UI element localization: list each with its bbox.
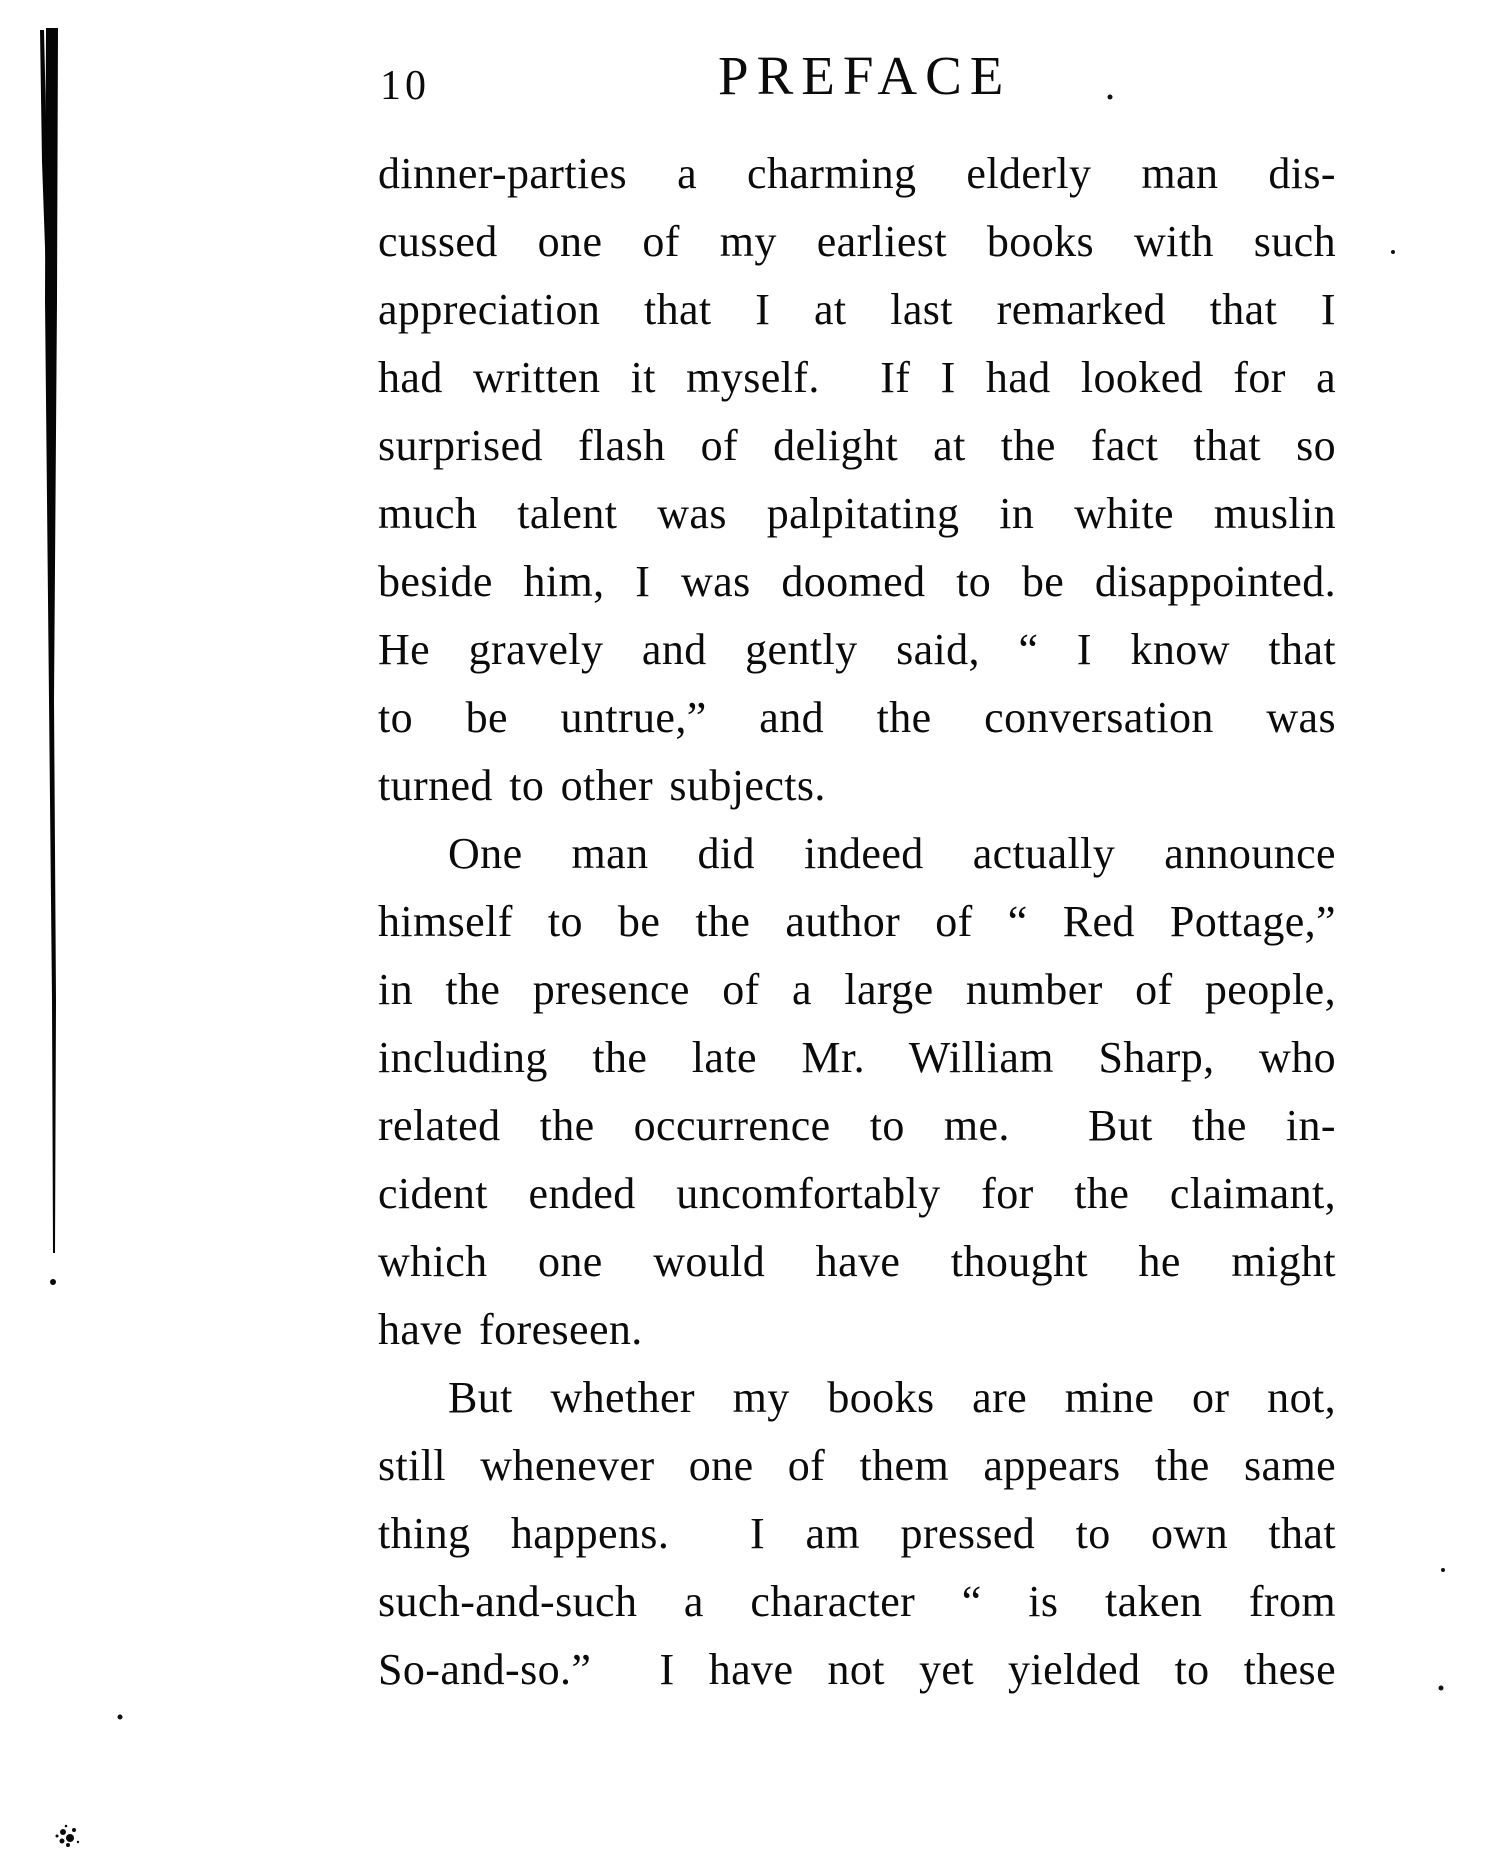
scan-speck — [1391, 250, 1395, 254]
text-line: in the presence of a large number of people, — [378, 965, 1336, 1014]
text-line: cident ended uncomfortably for the claimant, — [378, 1169, 1336, 1218]
page-title: PREFACE — [718, 45, 1012, 106]
text-line: One man did indeed actually announce — [448, 829, 1336, 878]
scan-speck — [1108, 95, 1113, 100]
scan-speck — [1441, 1568, 1445, 1572]
text-line: surprised flash of delight at the fact that so — [378, 421, 1336, 470]
scan-speck — [118, 1715, 123, 1720]
page-number: 10 — [380, 63, 430, 109]
text-line: including the late Mr. William Sharp, who — [378, 1033, 1336, 1082]
text-line: still whenever one of them appears the same — [378, 1441, 1336, 1490]
text-line: to be untrue,” and the conversation was — [378, 693, 1336, 742]
text-line: have foreseen. — [378, 1305, 643, 1354]
spine-line-artifact — [40, 28, 58, 1285]
text-line: So-and-so.” I have not yet yielded to these — [378, 1645, 1336, 1694]
text-line: himself to be the author of “ Red Pottage,” — [378, 897, 1336, 946]
text-line: such-and-such a character “ is taken from — [378, 1577, 1336, 1626]
text-line: related the occurrence to me. But the in- — [378, 1101, 1336, 1150]
text-line: He gravely and gently said, “ I know that — [378, 625, 1336, 674]
text-line: had written it myself. If I had looked for a — [378, 353, 1336, 402]
text-line: thing happens. I am pressed to own that — [378, 1509, 1336, 1558]
text-line: beside him, I was doomed to be disappointed. — [378, 557, 1336, 606]
scan-speck — [1439, 1686, 1444, 1691]
text-line: dinner-parties a charming elderly man dis- — [378, 149, 1336, 198]
body-text — [378, 140, 1336, 1704]
text-line: But whether my books are mine or not, — [448, 1373, 1336, 1422]
ink-smudge — [56, 1825, 80, 1847]
text-line: cussed one of my earliest books with such — [378, 217, 1336, 266]
spine-tail-dot — [50, 1279, 56, 1285]
text-line: appreciation that I at last remarked that I — [378, 285, 1336, 334]
text-line: much talent was palpitating in white muslin — [378, 489, 1336, 538]
text-line: turned to other subjects. — [378, 761, 826, 810]
text-line: which one would have thought he might — [378, 1237, 1336, 1286]
